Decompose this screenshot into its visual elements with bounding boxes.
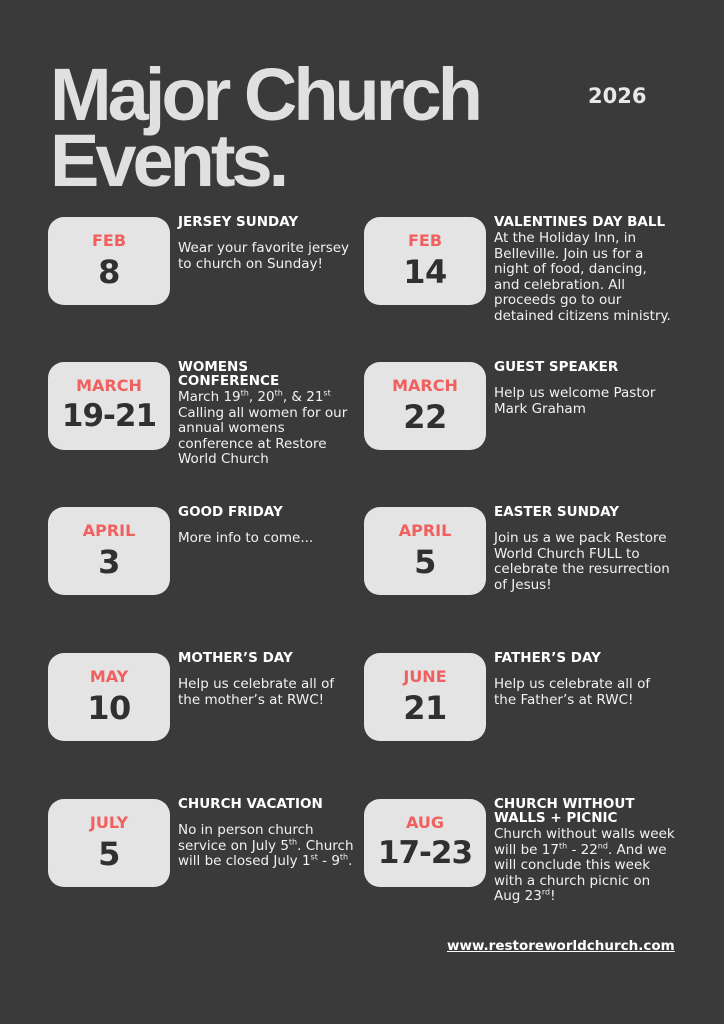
event-day: 5 [98, 835, 120, 873]
date-badge [364, 653, 486, 741]
event-month: MAY [89, 667, 129, 686]
date-badge [48, 507, 170, 595]
event-church-vacation [48, 796, 368, 929]
event-title: JERSEY SUNDAY [178, 214, 299, 230]
event-dates-line: March 19th, 20th, & 21st [178, 388, 331, 405]
event-description: Help us celebrate all of the mother’s at RWC! [178, 676, 335, 708]
event-month: JULY [89, 813, 129, 832]
event-mothers-day [48, 650, 368, 783]
event-day: 3 [98, 543, 120, 581]
website-link[interactable]: www.restoreworldchurch.com [447, 938, 675, 954]
event-description: Join us a we pack Restore World Church FULL to celebrate the resurrection of Jesus! [494, 530, 670, 593]
event-month: APRIL [82, 521, 136, 540]
event-description: Help us celebrate all of the Father’s at RWC! [494, 676, 651, 708]
event-fathers-day [364, 650, 684, 783]
event-month: JUNE [403, 667, 447, 686]
date-badge [364, 799, 486, 887]
event-title: EASTER SUNDAY [494, 504, 620, 520]
event-valentines-day-ball [364, 214, 684, 347]
event-church-without-walls [364, 796, 684, 929]
event-day: 10 [87, 689, 131, 727]
date-badge [48, 653, 170, 741]
event-month: AUG [405, 813, 444, 832]
event-description: Church without walls week will be 17th - 22nd. And we will conclude this week with a church picnic on Aug 23rd! [494, 826, 675, 904]
event-day: 21 [403, 689, 447, 727]
event-title: MOTHER’S DAY [178, 650, 293, 666]
event-jersey-sunday [48, 214, 368, 347]
event-description: Wear your favorite jersey to church on Sunday! [178, 240, 350, 272]
event-month: FEB [91, 231, 127, 250]
event-day: 19-21 [61, 398, 157, 434]
event-month: MARCH [392, 376, 458, 395]
event-day: 8 [98, 253, 120, 291]
event-month: FEB [407, 231, 443, 250]
event-title: GUEST SPEAKER [494, 359, 619, 375]
event-title: FATHER’S DAY [494, 650, 601, 666]
event-title: CHURCH VACATION [178, 796, 323, 812]
event-month: MARCH [76, 376, 142, 395]
title-line-1: Major Church [50, 53, 479, 136]
date-badge [48, 799, 170, 887]
event-title: CHURCH WITHOUT WALLS + PICNIC [494, 796, 635, 826]
event-day: 5 [414, 543, 436, 581]
date-badge [364, 362, 486, 450]
event-description: More info to come... [178, 530, 314, 546]
event-good-friday [48, 504, 368, 637]
date-badge [48, 362, 170, 450]
event-description: Help us welcome Pastor Mark Graham [494, 385, 656, 417]
event-description: At the Holiday Inn, in Belleville. Join us for a night of food, dancing, and celebration. All proceeds go to our detained citizens ministry. [494, 230, 671, 324]
event-guest-speaker [364, 359, 684, 492]
event-day: 17-23 [377, 835, 473, 871]
event-title: GOOD FRIDAY [178, 504, 283, 520]
event-day: 22 [403, 398, 447, 436]
event-title: VALENTINES DAY BALL [494, 214, 666, 230]
event-womens-conference [48, 359, 368, 492]
event-day: 14 [403, 253, 447, 291]
date-badge [364, 217, 486, 305]
event-description: No in person church service on July 5th. Church will be closed July 1st - 9th. [178, 822, 354, 869]
year-label: 2026 [588, 84, 647, 108]
page-title [50, 53, 479, 202]
event-easter-sunday [364, 504, 684, 637]
event-description: Calling all women for our annual womens conference at Restore World Church [178, 404, 348, 467]
event-month: APRIL [398, 521, 452, 540]
date-badge [48, 217, 170, 305]
title-line-2: Events. [50, 119, 286, 202]
event-title: WOMENS CONFERENCE [178, 359, 280, 389]
date-badge [364, 507, 486, 595]
